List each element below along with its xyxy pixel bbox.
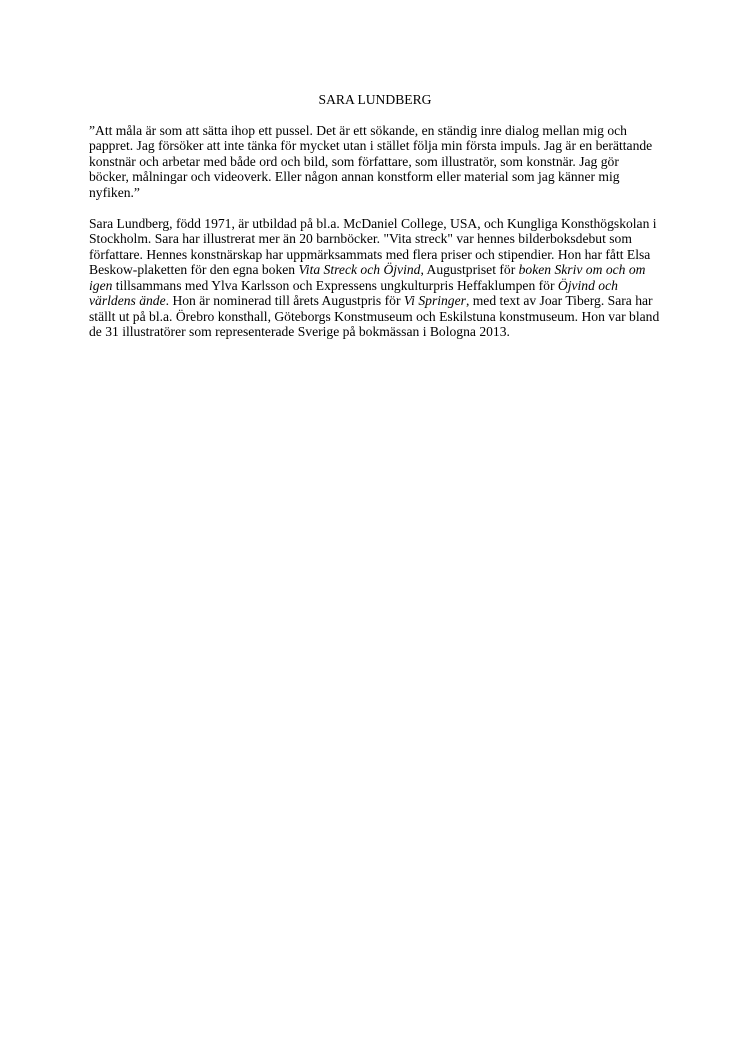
artist-biography: [89, 216, 661, 340]
book-title-ojvind: Öjvind och världens ände: [89, 277, 618, 308]
document-body: [89, 92, 661, 355]
bio-text-2: , Augustpriset för: [420, 262, 519, 277]
book-title-vita-streck: Vita Streck och Öjvind: [298, 262, 421, 277]
document-title: SARA LUNDBERG: [318, 92, 432, 107]
bio-text-5: , med text av Joar Tiberg. Sara har ställt ut på bl.a. Örebro konsthall, Göteborgs Konstmuseum och Eskilstuna konstmuseum. Hon var bland de 31 illustratörer som representerade Sverige på bokmässan i Bologna 2013.: [89, 293, 660, 339]
book-title-skriv-om: boken Skriv om och om igen: [89, 262, 646, 293]
bio-text-3: tillsammans med Ylva Karlsson och Expressens ungkulturpris Heffaklumpen för: [112, 277, 558, 293]
bio-text-4: . Hon är nominerad till årets Augustpris för: [165, 293, 404, 308]
bio-text-1: Sara Lundberg, född 1971, är utbildad på bl.a. McDaniel College, USA, och Kungliga Konsthögskolan i Stockholm. Sara har illustrerat mer än 20 barnböcker. "Vita streck" var hennes bilderboksdebut som författare. Hennes konstnärskap har uppmärksammats med flera priser och stipendier. Hon har fått Elsa Beskow-plaketten för den egna boken: [89, 215, 657, 277]
book-title-vi-springer: Vi Springer: [403, 293, 466, 308]
artist-quote: ”Att måla är som att sätta ihop ett pussel. Det är ett sökande, en ständig inre dialog mellan mig och pappret. Jag försöker att inte tänka för mycket utan i stället följa min första impuls. Jag är en berättande konstnär och arbetar med både ord och bild, som författare, som illustratör, som konstnär. Jag gör böcker, målningar och videoverk. Eller någon annan konstform eller material som jag känner mig nyfiken.”: [89, 122, 653, 200]
